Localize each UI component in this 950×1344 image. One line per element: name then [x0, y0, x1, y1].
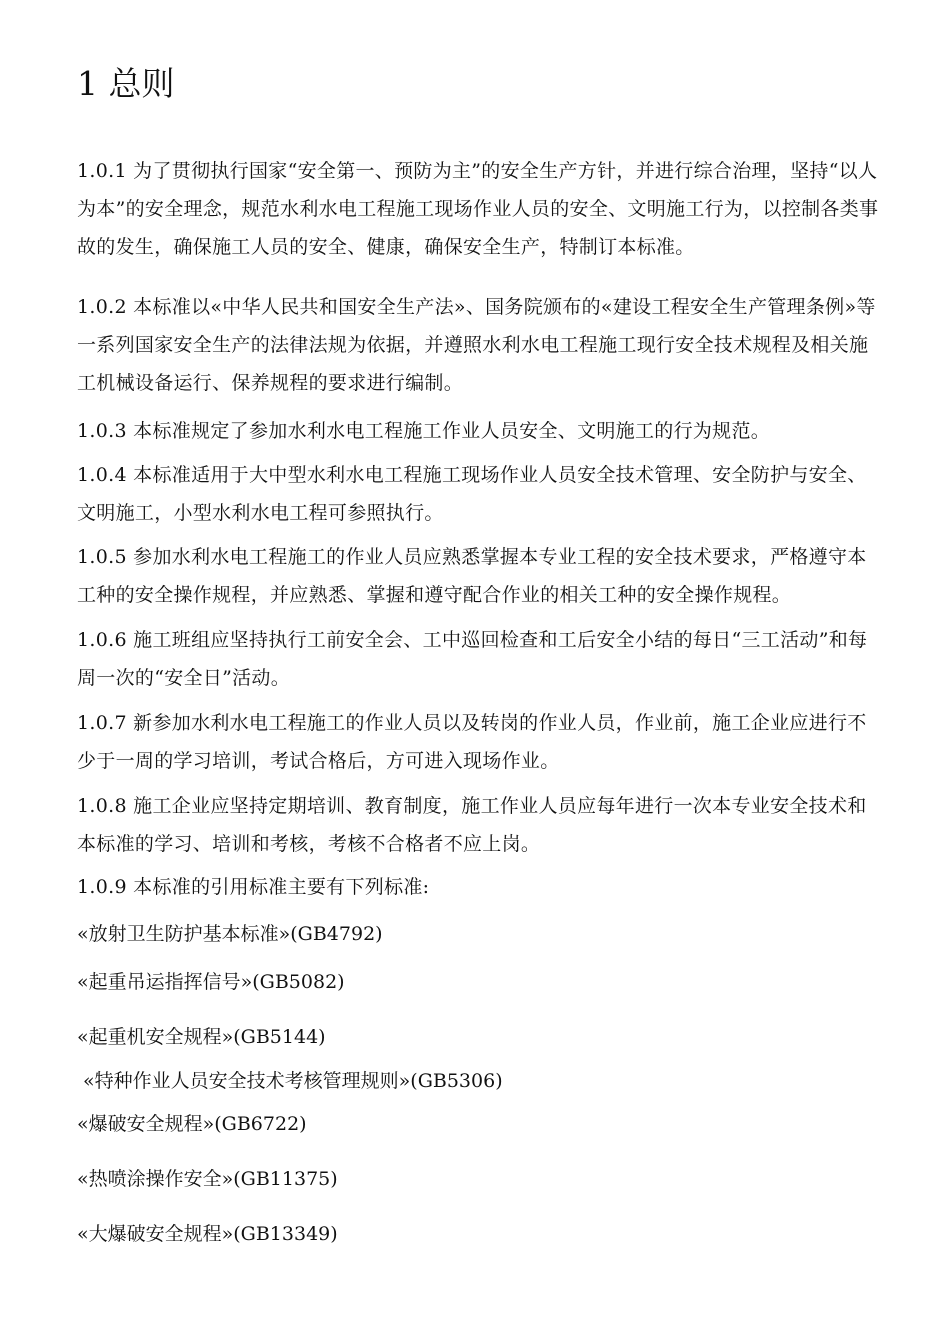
reference-item: «大爆破安全规程»(GB13349)	[77, 1223, 338, 1245]
reference-item: «起重机安全规程»(GB5144)	[77, 1026, 326, 1048]
reference-item: «热喷涂操作安全»(GB11375)	[77, 1168, 338, 1190]
clause-1-0-2: 1.0.2 本标准以«中华人民共和国安全生产法»、国务院颁布的«建设工程安全生产管理条例»等一系列国家安全生产的法律法规为依据，并遵照水利水电工程施工现行安全技术规程及相关施工机械设备运行、保养规程的要求进行编制。	[77, 296, 876, 394]
section-heading: 1 总则	[77, 64, 175, 103]
reference-item: «放射卫生防护基本标准»(GB4792)	[77, 923, 383, 945]
clause-1-0-1: 1.0.1 为了贯彻执行国家“安全第一、预防为主”的安全生产方针，并进行综合治理，坚持“以人为本”的安全理念，规范水利水电工程施工现场作业人员的安全、文明施工行为，以控制各类事故的发生，确保施工人员的安全、健康，确保安全生产，特制订本标准。	[77, 160, 879, 258]
clause-1-0-3: 1.0.3 本标准规定了参加水利水电工程施工作业人员安全、文明施工的行为规范。	[77, 420, 771, 442]
clause-1-0-7: 1.0.7 新参加水利水电工程施工的作业人员以及转岗的作业人员，作业前，施工企业应进行不少于一周的学习培训，考试合格后，方可进入现场作业。	[77, 712, 867, 772]
reference-item: «爆破安全规程»(GB6722)	[77, 1113, 307, 1135]
clause-1-0-9: 1.0.9 本标准的引用标准主要有下列标准:	[77, 876, 430, 898]
reference-item: «起重吊运指挥信号»(GB5082)	[77, 971, 345, 993]
clause-1-0-5: 1.0.5 参加水利水电工程施工的作业人员应熟悉掌握本专业工程的安全技术要求，严格遵守本工种的安全操作规程，并应熟悉、掌握和遵守配合作业的相关工种的安全操作规程。	[77, 546, 867, 606]
clause-1-0-4: 1.0.4 本标准适用于大中型水利水电工程施工现场作业人员安全技术管理、安全防护与安全、文明施工，小型水利水电工程可参照执行。	[77, 464, 867, 524]
clause-1-0-6: 1.0.6 施工班组应坚持执行工前安全会、工中巡回检查和工后安全小结的每日“三工活动”和每周一次的“安全日”活动。	[77, 629, 868, 689]
clause-1-0-8: 1.0.8 施工企业应坚持定期培训、教育制度，施工作业人员应每年进行一次本专业安全技术和本标准的学习、培训和考核，考核不合格者不应上岗。	[77, 795, 867, 855]
reference-item: «特种作业人员安全技术考核管理规则»(GB5306)	[77, 1070, 503, 1092]
